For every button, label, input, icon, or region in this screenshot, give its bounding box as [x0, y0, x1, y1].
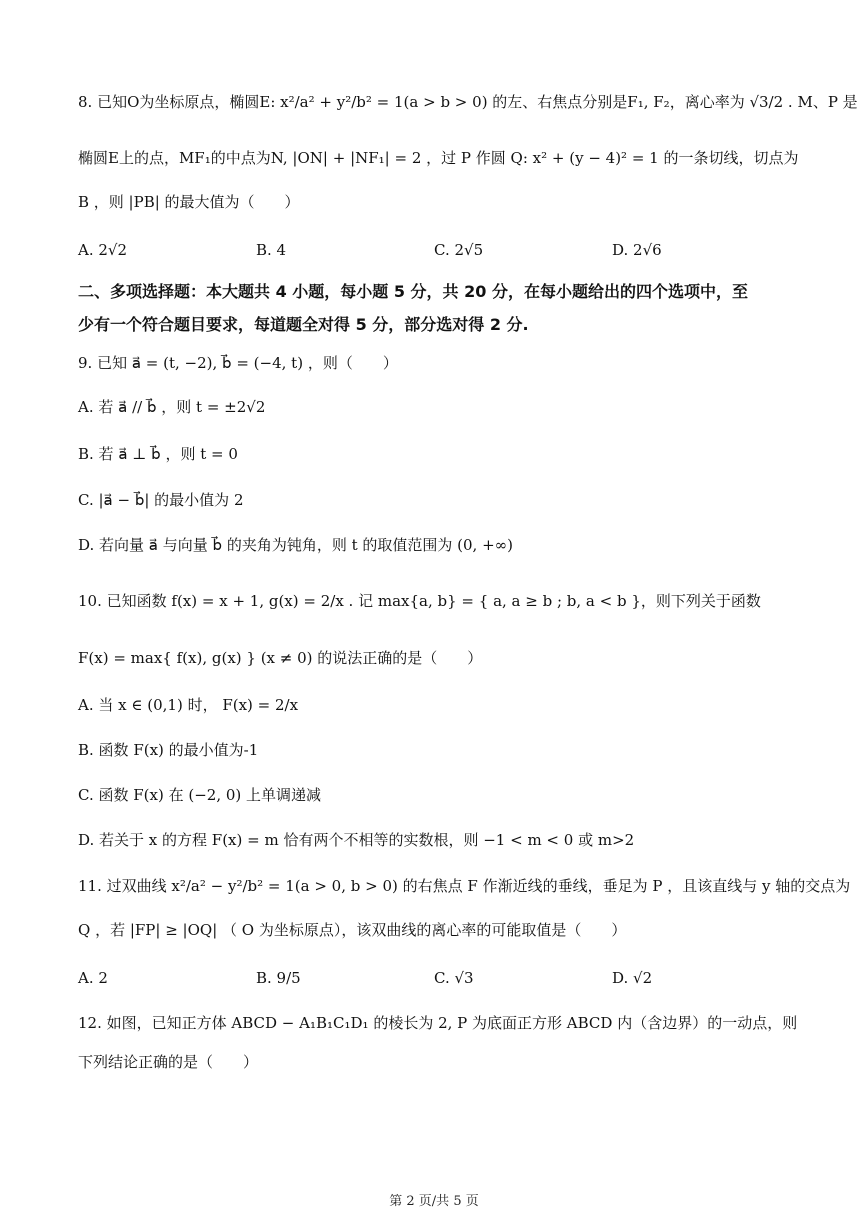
q12-stem-line2: 下列结论正确的是（ ）: [78, 1053, 259, 1071]
q9-option-c: C. |a⃗ − b⃗| 的最小值为 2: [78, 491, 244, 509]
q9-option-b: B. 若 a⃗ ⊥ b⃗ ，则 t = 0: [78, 445, 238, 463]
q11-stem-line1: 11. 过双曲线 x²/a² − y²/b² = 1(a > 0, b > 0) 的右焦点 F 作渐近线的垂线，垂足为 P ，且该直线与 y 轴的交点为: [78, 877, 851, 895]
q8-option-b: B. 4: [256, 241, 287, 259]
q12-stem-line1: 12. 如图，已知正方体 ABCD − A₁B₁C₁D₁ 的棱长为 2, P 为底面正方形 ABCD 内（含边界）的一动点，则: [78, 1014, 798, 1032]
q11-stem-line2: Q ，若 |FP| ≥ |OQ| （ O 为坐标原点），该双曲线的离心率的可能取值是（ ）: [78, 921, 627, 939]
section2-heading-line2: 少有一个符合题目要求，每道题全对得 5 分，部分选对得 2 分.: [78, 315, 529, 334]
q10-option-d: D. 若关于 x 的方程 F(x) = m 恰有两个不相等的实数根，则 −1 < m < 0 或 m>2: [78, 831, 635, 849]
page-footer: 第 2 页/共 5 页: [389, 1194, 479, 1209]
section2-heading-line1: 二、多项选择题：本大题共 4 小题，每小题 5 分，共 20 分，在每小题给出的四个选项中，至: [78, 282, 748, 301]
q11-option-b: B. 9/5: [256, 969, 301, 987]
q9-option-a: A. 若 a⃗ // b⃗ ，则 t = ±2√2: [78, 398, 266, 416]
q8-stem-line3: B ，则 |PB| 的最大值为（ ）: [78, 193, 300, 211]
q11-option-a: A. 2: [78, 969, 108, 987]
q11-option-d: D. √2: [612, 969, 653, 987]
q10-option-c: C. 函数 F(x) 在 (−2, 0) 上单调递减: [78, 786, 322, 804]
q10-option-a: A. 当 x ∈ (0,1) 时， F(x) = 2/x: [78, 696, 299, 714]
q8-option-c: C. 2√5: [434, 241, 484, 259]
q8-option-d: D. 2√6: [612, 241, 662, 259]
q10-stem-line2: F(x) = max{ f(x), g(x) } (x ≠ 0) 的说法正确的是（ ）: [78, 649, 483, 667]
q8-option-a: A. 2√2: [78, 241, 128, 259]
q9-stem: 9. 已知 a⃗ = (t, −2), b⃗ = (−4, t) ，则（ ）: [78, 354, 398, 372]
q11-options: [78, 964, 798, 992]
q8-stem-line1: 8. 已知O为坐标原点，椭圆E: x²/a² + y²/b² = 1(a > b > 0) 的左、右焦点分别是F₁, F₂，离心率为 √3/2 . M、P 是: [78, 93, 858, 111]
q8-stem-line2: 椭圆E上的点，MF₁的中点为N, |ON| + |NF₁| = 2 ，过 P 作圆 Q: x² + (y − 4)² = 1 的一条切线，切点为: [78, 149, 799, 167]
q8-options: [78, 236, 798, 264]
q10-stem-line1: 10. 已知函数 f(x) = x + 1, g(x) = 2/x . 记 max{a, b} = { a, a ≥ b ; b, a < b }，则下列关于函数: [78, 592, 761, 610]
q10-option-b: B. 函数 F(x) 的最小值为-1: [78, 741, 259, 759]
q9-option-d: D. 若向量 a⃗ 与向量 b⃗ 的夹角为钝角，则 t 的取值范围为 (0, +∞): [78, 536, 513, 554]
q11-option-c: C. √3: [434, 969, 474, 987]
